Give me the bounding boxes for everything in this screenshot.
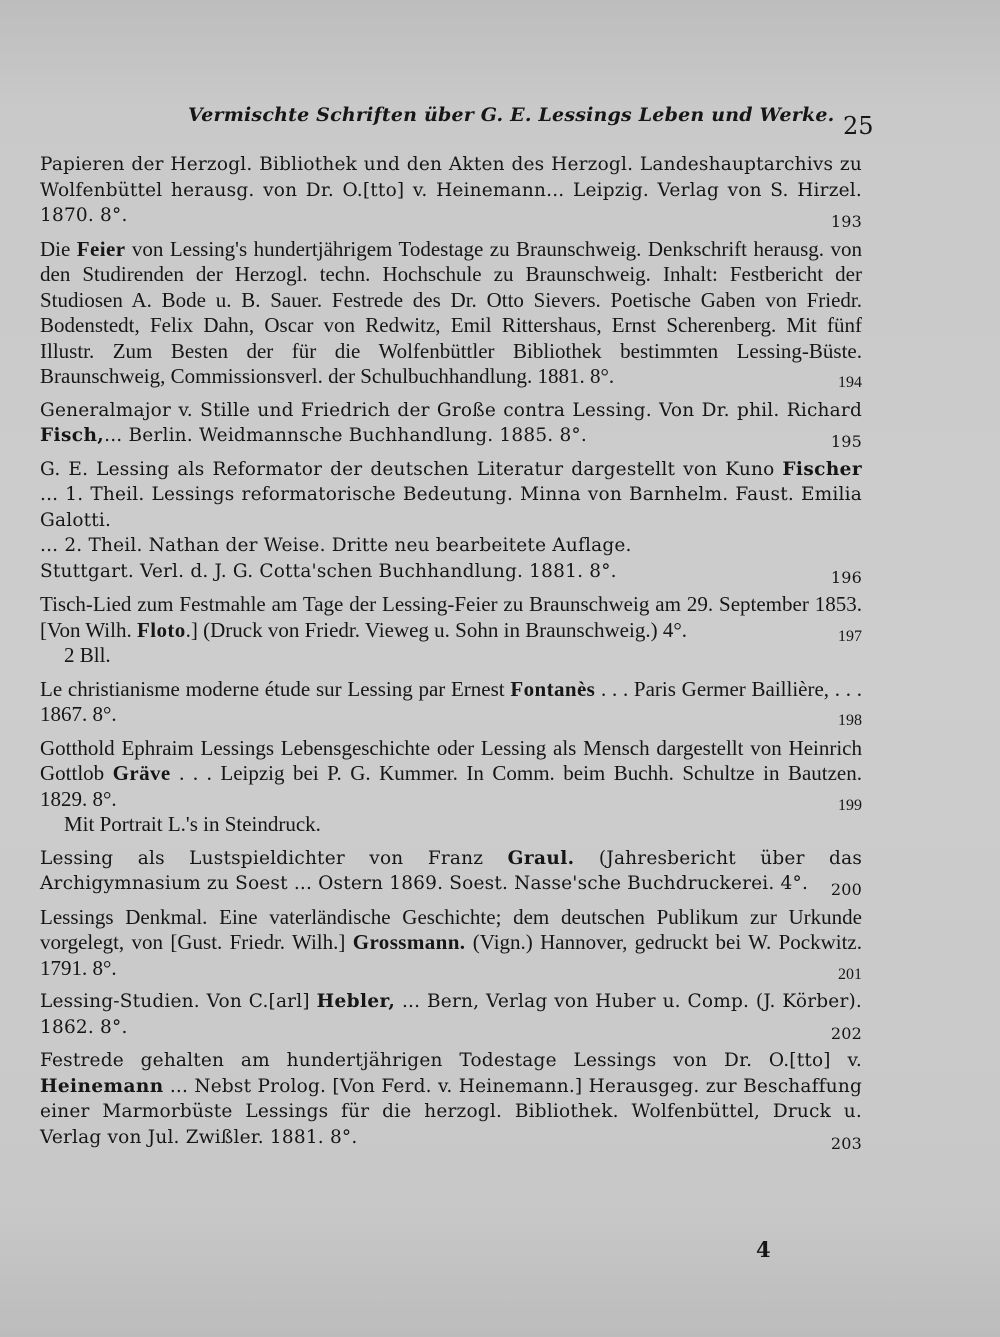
entry-text-before: Gotthold Ephraim Lessings Lebensgeschichte oder Lessing als Mensch dargestellt von Heinrich Gottlob [40, 735, 862, 785]
entry-author-name: Graul. [507, 847, 575, 869]
bibliography-list [40, 152, 866, 1158]
entry-author-name: Feier [76, 236, 126, 261]
entry-text-after: von Lessing's hundertjährigem Todestage zu Braunschweig. Denkschrift herausg. von den Studirenden der Herzogl. techn. Hochschule zu Braunschweig. Inhalt: Festbericht der Studiosen A. Bode u. B. Sauer. Festrede des Dr. Otto Sievers. Poetische Gaben von Friedr. Bodenstedt, Felix Dahn, Oscar von Redwitz, Emil Rittershaus, Ernst Scherenberg. Mit fünf Illustr. Zum Besten der für die Wolfenbüttler Bibliothek bestimmten Lessing-Büste. Braunschweig, Commissionsverl. der Schulbuchhandlung. 1881. 8°. [40, 236, 863, 388]
bibliography-entry [40, 905, 866, 982]
bibliography-entry [40, 457, 866, 585]
entry-number: 194 [838, 374, 862, 391]
entry-text-before: G. E. Lessing als Reformator der deutschen Literatur dargestellt von Kuno [40, 458, 783, 480]
entry-number: 200 [830, 880, 862, 899]
entry-text-after: (Vign.) Hannover, gedruckt bei W. Pockwitz. 1791. 8°. [40, 930, 863, 980]
entry-text-before: Tisch-Lied zum Festmahle am Tage der Lessing-Feier zu Braunschweig am 29. September 1853. [Von Wilh. [40, 592, 862, 642]
entry-number: 201 [838, 965, 862, 983]
page-number: 25 [843, 112, 874, 140]
entry-number: 199 [838, 796, 862, 814]
entry-author-name: Floto [136, 617, 186, 642]
bibliography-entry [40, 592, 866, 669]
entry-text-before: Festrede gehalten am hundertjährigen Todestage Lessings von Dr. O.[tto] v. [40, 1050, 862, 1071]
entry-note: Mit Portrait L.'s in Steindruck. [64, 812, 321, 836]
entry-text: Papieren der Herzogl. Bibliothek und den Akten des Herzogl. Landeshauptarchivs zu Wolfenbüttel herausg. von Dr. O.[tto] v. Heinemann... Leipzig. Verlag von S. Hirzel. 1870. 8°. [40, 154, 862, 226]
entry-text-after: (Jahresbericht über das Archigymnasium zu Soest ... Ostern 1869. Soest. Nasse'sche Buchdruckerei. 4°. [40, 847, 863, 894]
entry-note: 2 Bll. [64, 643, 111, 667]
entry-number: 193 [830, 212, 862, 231]
entry-text-after: .] (Druck von Friedr. Vieweg u. Sohn in Braunschweig.) 4°. [185, 617, 687, 642]
bibliography-entry [40, 398, 866, 449]
entry-imprint: Stuttgart. Verl. d. J. G. Cotta'schen Buchhandlung. 1881. 8°. [40, 560, 617, 582]
entry-number: 196 [830, 567, 862, 587]
entry-text-after: . . . Paris Germer Baillière, . . . 1867. 8°. [40, 676, 862, 726]
bibliography-entry [40, 237, 866, 390]
entry-number: 195 [830, 432, 862, 451]
entry-author-name: Heinemann [40, 1075, 164, 1097]
entry-text-before: Die [40, 236, 77, 261]
entry-text-after: ... Berlin. Weidmannsche Buchhandlung. 1885. 8°. [104, 425, 587, 446]
bibliography-entry [40, 989, 866, 1043]
entry-author-name: Gräve [112, 761, 171, 785]
bibliography-entry [40, 736, 866, 838]
entry-number: 197 [838, 627, 862, 645]
entry-author-name: Grossmann. [352, 930, 466, 954]
bibliography-entry [40, 152, 866, 229]
signature-mark: 4 [756, 1237, 771, 1262]
entry-author-name: Fontanès [510, 676, 596, 701]
entry-text-after: . . . Leipzig bei P. G. Kummer. In Comm. beim Buchh. Schultze in Bautzen. 1829. 8°. [40, 761, 862, 811]
bibliography-entry [40, 846, 866, 897]
entry-text-after: ... Nebst Prolog. [Von Ferd. v. Heinemann.] Herausgeg. zur Beschaffung einer Marmorbüste Lessings für die herzogl. Bibliothek. Wolfenbüttel, Druck u. Verlag von Jul. Zwißler. 1881. 8°. [40, 1075, 862, 1148]
entry-text-before: Lessing-Studien. Von C.[arl] [40, 991, 317, 1012]
bibliography-entry [40, 1048, 866, 1153]
entry-continuation: ... 2. Theil. Nathan der Weise. Dritte neu bearbeitete Auflage. [40, 535, 632, 556]
entry-number: 202 [830, 1023, 862, 1043]
entry-text-after: ... 1. Theil. Lessings reformatorische Bedeutung. Minna von Barnhelm. Faust. Emilia Galotti. [40, 484, 862, 531]
entry-text-before: Generalmajor v. Stille und Friedrich der Große contra Lessing. Von Dr. phil. Richard [40, 399, 862, 421]
entry-text-after: ... Bern, Verlag von Huber u. Comp. (J. Körber). 1862. 8°. [40, 991, 862, 1038]
entry-author-name: Fischer [782, 458, 862, 480]
entry-text-before: Lessing als Lustspieldichter von Franz [40, 847, 508, 869]
entry-number: 203 [830, 1133, 862, 1153]
entry-text-before: Le christianisme moderne étude sur Lessing par Ernest [40, 676, 511, 701]
bibliography-entry [40, 677, 866, 728]
running-title: Vermischte Schriften über G. E. Lessings Leben und Werke. [188, 104, 835, 126]
entry-author-name: Hebler, [316, 991, 396, 1012]
entry-number: 198 [838, 712, 862, 729]
entry-text-before: Lessings Denkmal. Eine vaterländische Geschichte; dem deutschen Publikum zur Urkunde vorgelegt, von [Gust. Friedr. Wilh.] [40, 904, 862, 954]
entry-author-name: Fisch, [40, 425, 105, 446]
